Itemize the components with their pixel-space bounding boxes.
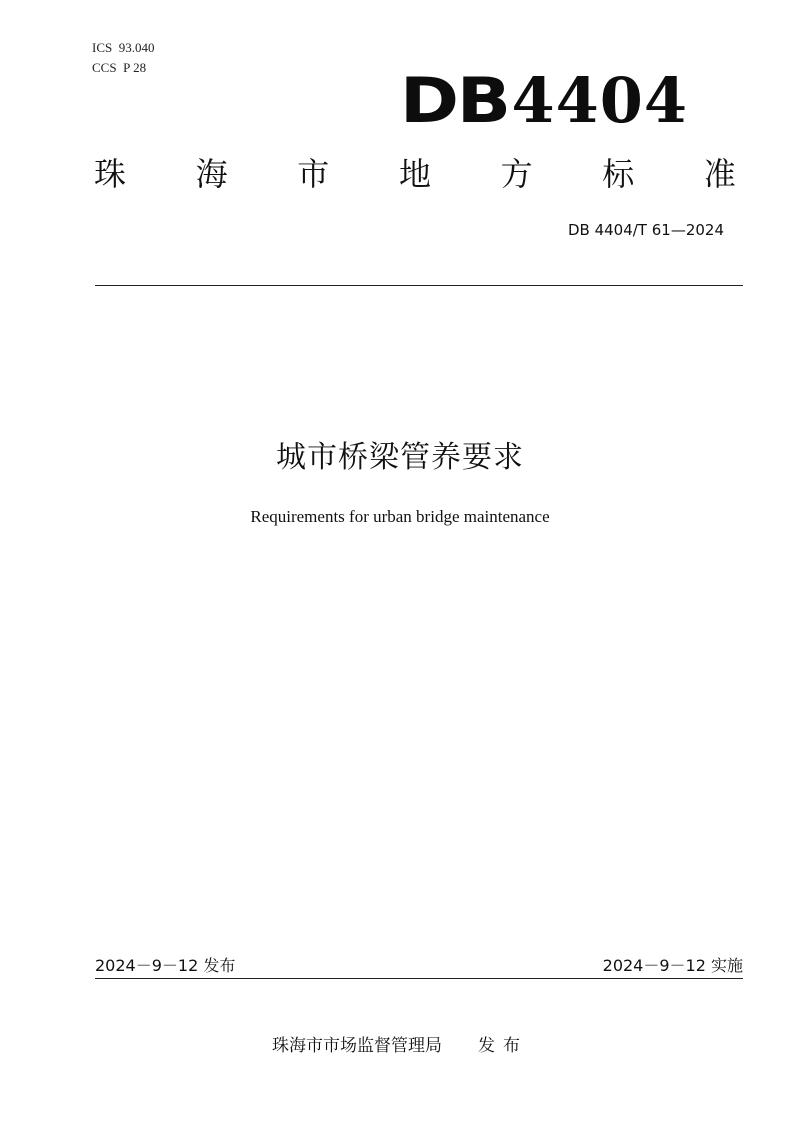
top-divider — [95, 285, 743, 286]
standard-type-char: 市 — [297, 155, 330, 193]
standard-type-char: 方 — [500, 155, 533, 193]
standard-type-char: 标 — [602, 155, 635, 193]
document-title-chinese: 城市桥梁管养要求 — [276, 440, 524, 475]
standard-type-char: 准 — [703, 155, 736, 193]
standard-type-char: 地 — [398, 155, 431, 193]
db-logo-code — [399, 64, 688, 137]
standard-type-char: 珠 — [93, 155, 126, 193]
issue-date: 2024－9－12 发布 — [95, 956, 236, 975]
classification-codes — [92, 38, 154, 78]
db-letters: DB — [399, 64, 509, 137]
issuing-organization: 珠海市市场监督管理局 — [272, 1036, 442, 1056]
standard-type-char: 海 — [195, 155, 228, 193]
document-title-english: Requirements for urban bridge maintenance — [250, 507, 550, 526]
bottom-divider — [95, 978, 743, 979]
standard-type-heading — [90, 148, 740, 200]
implementation-date: 2024－9－12 实施 — [602, 956, 743, 975]
issuer-line — [0, 1034, 800, 1058]
issue-action: 发布 — [478, 1036, 528, 1056]
ccs-code: CCS P 28 — [92, 60, 147, 75]
ics-code: ICS 93.040 — [92, 40, 155, 55]
standard-number: DB 4404/T 61—2024 — [567, 221, 724, 239]
db-number: 4404 — [511, 64, 688, 137]
